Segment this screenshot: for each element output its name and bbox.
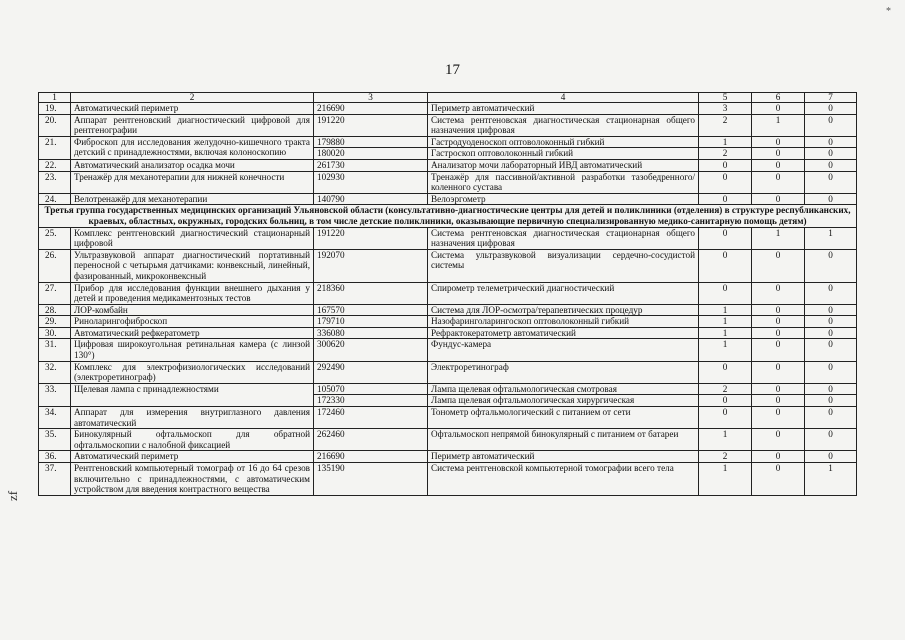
header-cell: 5: [699, 93, 752, 103]
quantity-col7: 0: [805, 339, 857, 361]
header-cell: 4: [428, 93, 699, 103]
equipment-name: Щелевая лампа с принадлежностями: [71, 383, 314, 406]
quantity-col6: 0: [752, 327, 805, 339]
row-number: 29.: [39, 316, 71, 328]
quantity-col7: 0: [805, 103, 857, 115]
quantity-col5: 1: [699, 327, 752, 339]
quantity-col7: 0: [805, 429, 857, 451]
equipment-name: Комплекс для электрофизиологических исследований (электроретинограф): [71, 361, 314, 383]
nomenclature-code: 261730: [314, 159, 428, 171]
quantity-col7: 0: [805, 136, 857, 148]
quantity-col5: 0: [699, 361, 752, 383]
quantity-col6: 0: [752, 383, 805, 395]
quantity-col6: 0: [752, 463, 805, 496]
table-row: [39, 429, 857, 451]
table-row: [39, 103, 857, 115]
nomenclature-code: 262460: [314, 429, 428, 451]
nomenclature-type: Анализатор мочи лабораторный ИВД автоматический: [428, 159, 699, 171]
nomenclature-type: Периметр автоматический: [428, 451, 699, 463]
quantity-col7: 0: [805, 193, 857, 205]
row-number: 35.: [39, 429, 71, 451]
nomenclature-code: 172330: [314, 395, 428, 407]
row-number: 34.: [39, 407, 71, 429]
quantity-col6: 0: [752, 395, 805, 407]
row-number: 28.: [39, 304, 71, 316]
nomenclature-type: Гастродуоденоскоп оптоволоконный гибкий: [428, 136, 699, 148]
nomenclature-code: 336080: [314, 327, 428, 339]
header-cell: 6: [752, 93, 805, 103]
quantity-col7: 1: [805, 463, 857, 496]
nomenclature-type: Велоэргометр: [428, 193, 699, 205]
equipment-name: Ультразвуковой аппарат диагностический портативный переносной с четырьмя датчиками: конвексный, линейный, фазированный, микроконвексный: [71, 249, 314, 282]
quantity-col6: 1: [752, 227, 805, 249]
table-row: [39, 136, 857, 148]
row-number: 25.: [39, 227, 71, 249]
table-row: [39, 193, 857, 205]
quantity-col5: 0: [699, 171, 752, 193]
quantity-col5: 1: [699, 339, 752, 361]
quantity-col5: 2: [699, 114, 752, 136]
quantity-col6: 0: [752, 249, 805, 282]
nomenclature-type: Офтальмоскоп непрямой бинокулярный с питанием от батареи: [428, 429, 699, 451]
row-number: 32.: [39, 361, 71, 383]
nomenclature-type: Тонометр офтальмологический с питанием от сети: [428, 407, 699, 429]
equipment-name: Комплекс рентгеновский диагностический стационарный цифровой: [71, 227, 314, 249]
equipment-name: Цифровая широкоугольная ретинальная камера (с линзой 130°): [71, 339, 314, 361]
nomenclature-code: 292490: [314, 361, 428, 383]
nomenclature-code: 167570: [314, 304, 428, 316]
quantity-col6: 0: [752, 103, 805, 115]
quantity-col5: 0: [699, 249, 752, 282]
nomenclature-type: Система рентгеновская диагностическая стационарная общего назначения цифровая: [428, 114, 699, 136]
equipment-name: Рентгеновский компьютерный томограф от 16 до 64 срезов включительно с принадлежностями, с автоматическим устройством для введения контрастного вещества: [71, 463, 314, 496]
quantity-col7: 0: [805, 361, 857, 383]
equipment-name: Аппарат для измерения внутриглазного давления автоматический: [71, 407, 314, 429]
nomenclature-code: 135190: [314, 463, 428, 496]
nomenclature-code: 179710: [314, 316, 428, 328]
row-number: 37.: [39, 463, 71, 496]
table-row: [39, 114, 857, 136]
equipment-name: Фиброскоп для исследования желудочно-кишечного тракта детский с принадлежностями, включая колоноскопию: [71, 136, 314, 159]
nomenclature-code: 218360: [314, 282, 428, 304]
equipment-name: Автоматический периметр: [71, 103, 314, 115]
nomenclature-type: Лампа щелевая офтальмологическая хирургическая: [428, 395, 699, 407]
row-number: 23.: [39, 171, 71, 193]
quantity-col6: 0: [752, 361, 805, 383]
nomenclature-code: 140790: [314, 193, 428, 205]
row-number: 27.: [39, 282, 71, 304]
quantity-col5: 0: [699, 227, 752, 249]
nomenclature-type: Система рентгеновской компьютерной томографии всего тела: [428, 463, 699, 496]
quantity-col5: 1: [699, 136, 752, 148]
nomenclature-code: 300620: [314, 339, 428, 361]
quantity-col6: 0: [752, 451, 805, 463]
table-row: [39, 339, 857, 361]
row-number: 31.: [39, 339, 71, 361]
table-row: [39, 171, 857, 193]
quantity-col7: 0: [805, 304, 857, 316]
equipment-name: Автоматический рефкератометр: [71, 327, 314, 339]
equipment-name: ЛОР-комбайн: [71, 304, 314, 316]
nomenclature-type: Система рентгеновская диагностическая стационарная общего назначения цифровая: [428, 227, 699, 249]
table-row: [39, 451, 857, 463]
nomenclature-code: 172460: [314, 407, 428, 429]
equipment-name: Риноларингофиброскоп: [71, 316, 314, 328]
equipment-name: Аппарат рентгеновский диагностический цифровой для рентгенографии: [71, 114, 314, 136]
nomenclature-type: Система для ЛОР-осмотра/терапевтических процедур: [428, 304, 699, 316]
quantity-col5: 0: [699, 395, 752, 407]
quantity-col6: 0: [752, 304, 805, 316]
table-row: [39, 304, 857, 316]
nomenclature-code: 105070: [314, 383, 428, 395]
nomenclature-type: Назофаринголарингоскоп оптоволоконный гибкий: [428, 316, 699, 328]
table-row: [39, 159, 857, 171]
table-row: [39, 282, 857, 304]
quantity-col5: 2: [699, 148, 752, 160]
corner-mark: *: [886, 6, 891, 17]
table-row: [39, 383, 857, 395]
nomenclature-type: Гастроскоп оптоволоконный гибкий: [428, 148, 699, 160]
quantity-col7: 0: [805, 383, 857, 395]
quantity-col5: 2: [699, 451, 752, 463]
row-number: 19.: [39, 103, 71, 115]
quantity-col6: 1: [752, 114, 805, 136]
nomenclature-code: 216690: [314, 451, 428, 463]
row-number: 30.: [39, 327, 71, 339]
quantity-col7: 0: [805, 407, 857, 429]
quantity-col5: 1: [699, 463, 752, 496]
row-number: 21.: [39, 136, 71, 159]
header-row: [39, 93, 857, 103]
quantity-col6: 0: [752, 282, 805, 304]
quantity-col7: 0: [805, 249, 857, 282]
nomenclature-code: 102930: [314, 171, 428, 193]
nomenclature-type: Электроретинограф: [428, 361, 699, 383]
nomenclature-code: 191220: [314, 227, 428, 249]
section-title: Третья группа государственных медицинских организаций Ульяновской области (консультативно-диагностические центры для детей и поликлиники (отделения) в структуре республиканских, краевых, областных, окружных, городских больниц, в том числе детские поликлиники, оказывающие первичную специализированную медико-санитарную помощь детям): [39, 205, 857, 227]
quantity-col7: 0: [805, 114, 857, 136]
row-number: 33.: [39, 383, 71, 406]
quantity-col5: 0: [699, 282, 752, 304]
quantity-col6: 0: [752, 148, 805, 160]
equipment-name: Прибор для исследования функции внешнего дыхания у детей и проведения медикаментозных тестов: [71, 282, 314, 304]
quantity-col6: 0: [752, 339, 805, 361]
quantity-col5: 1: [699, 429, 752, 451]
quantity-col7: 0: [805, 282, 857, 304]
table-row: [39, 361, 857, 383]
section-header-row: [39, 205, 857, 227]
quantity-col6: 0: [752, 159, 805, 171]
quantity-col6: 0: [752, 136, 805, 148]
nomenclature-type: Тренажёр для пассивной/активной разработки тазобедренного/коленного сустава: [428, 171, 699, 193]
quantity-col7: 0: [805, 451, 857, 463]
table-row: [39, 407, 857, 429]
equipment-name: Автоматический анализатор осадка мочи: [71, 159, 314, 171]
row-number: 20.: [39, 114, 71, 136]
header-cell: 1: [39, 93, 71, 103]
header-cell: 3: [314, 93, 428, 103]
nomenclature-type: Фундус-камера: [428, 339, 699, 361]
quantity-col7: 1: [805, 227, 857, 249]
nomenclature-type: Периметр автоматический: [428, 103, 699, 115]
quantity-col5: 0: [699, 159, 752, 171]
nomenclature-code: 180020: [314, 148, 428, 160]
table-row: [39, 249, 857, 282]
quantity-col7: 0: [805, 148, 857, 160]
nomenclature-type: Лампа щелевая офтальмологическая смотровая: [428, 383, 699, 395]
nomenclature-type: Спирометр телеметрический диагностический: [428, 282, 699, 304]
row-number: 22.: [39, 159, 71, 171]
equipment-table-container: [38, 92, 856, 496]
quantity-col6: 0: [752, 407, 805, 429]
nomenclature-type: Рефрактокератометр автоматический: [428, 327, 699, 339]
quantity-col5: 1: [699, 316, 752, 328]
table-row: [39, 316, 857, 328]
equipment-name: Бинокулярный офтальмоскоп для обратной офтальмоскопии с налобной фиксацией: [71, 429, 314, 451]
quantity-col5: 3: [699, 103, 752, 115]
equipment-name: Тренажёр для механотерапии для нижней конечности: [71, 171, 314, 193]
nomenclature-code: 191220: [314, 114, 428, 136]
quantity-col7: 0: [805, 316, 857, 328]
page-number: 17: [445, 62, 460, 78]
table-row: [39, 227, 857, 249]
nomenclature-code: 192070: [314, 249, 428, 282]
table-row: [39, 327, 857, 339]
row-number: 24.: [39, 193, 71, 205]
equipment-name: Автоматический периметр: [71, 451, 314, 463]
quantity-col7: 0: [805, 159, 857, 171]
nomenclature-type: Система ультразвуковой визуализации сердечно-сосудистой системы: [428, 249, 699, 282]
header-cell: 7: [805, 93, 857, 103]
row-number: 36.: [39, 451, 71, 463]
nomenclature-code: 179880: [314, 136, 428, 148]
quantity-col5: 1: [699, 304, 752, 316]
quantity-col6: 0: [752, 171, 805, 193]
nomenclature-code: 216690: [314, 103, 428, 115]
equipment-table: [38, 92, 857, 496]
quantity-col7: 0: [805, 395, 857, 407]
quantity-col5: 0: [699, 407, 752, 429]
table-row: [39, 463, 857, 496]
quantity-col7: 0: [805, 327, 857, 339]
quantity-col6: 0: [752, 193, 805, 205]
quantity-col6: 0: [752, 429, 805, 451]
margin-handwritten-mark: zf: [5, 490, 21, 502]
quantity-col5: 2: [699, 383, 752, 395]
row-number: 26.: [39, 249, 71, 282]
equipment-name: Велотренажёр для механотерапии: [71, 193, 314, 205]
quantity-col6: 0: [752, 316, 805, 328]
quantity-col5: 0: [699, 193, 752, 205]
quantity-col7: 0: [805, 171, 857, 193]
header-cell: 2: [71, 93, 314, 103]
